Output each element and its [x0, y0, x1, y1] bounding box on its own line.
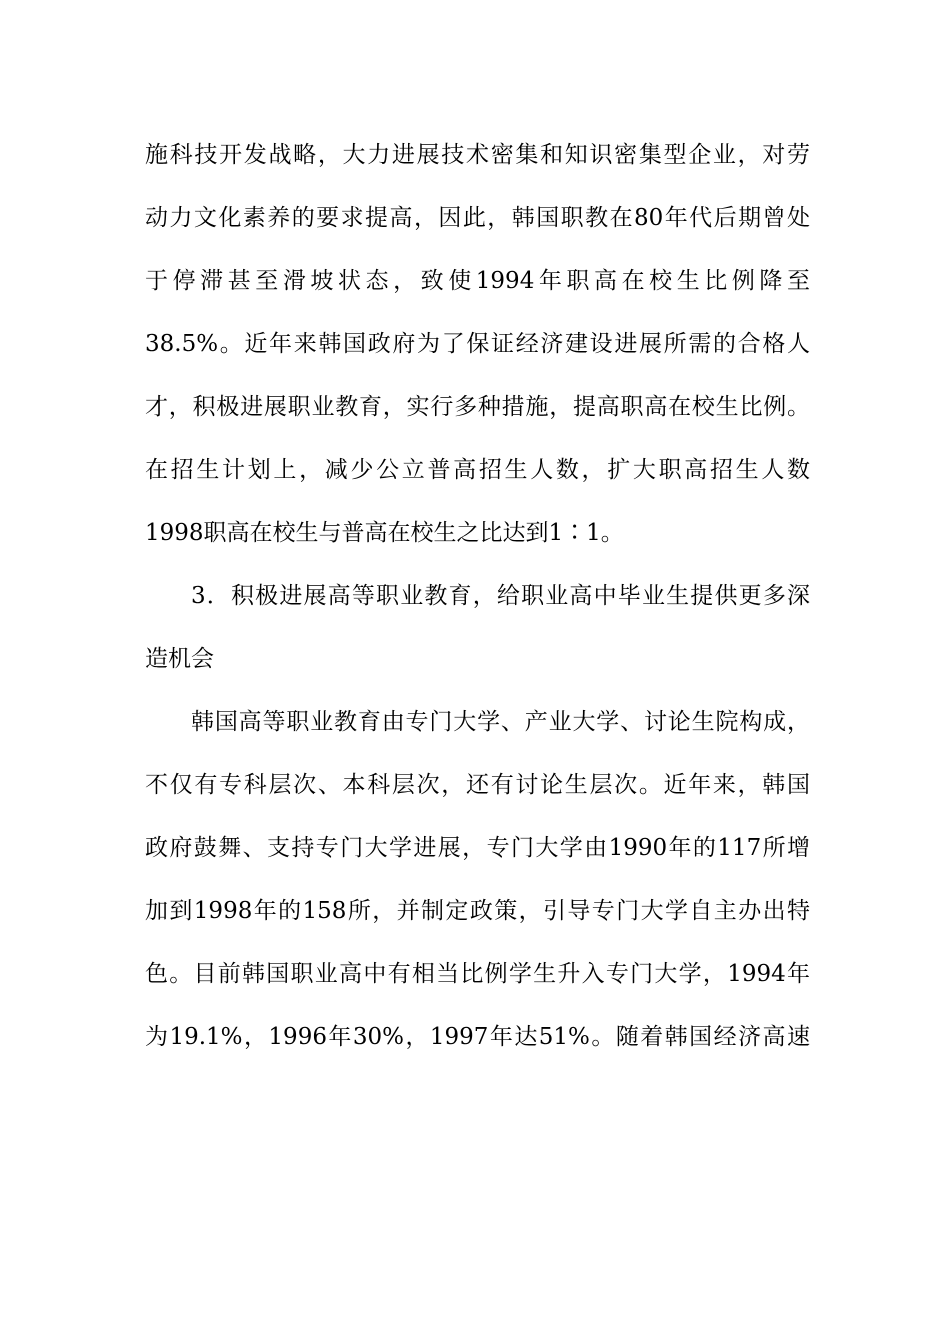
- text-line: 于停滞甚至滑坡状态，致使1994年职高在校生比例降至: [145, 268, 810, 294]
- text-line: 才，积极进展职业教育，实行多种措施，提高职高在校生比例。: [145, 394, 810, 420]
- text-line: 施科技开发战略，大力进展技术密集和知识密集型企业，对劳: [145, 142, 810, 168]
- text-line: 政府鼓舞、支持专门大学进展，专门大学由1990年的117所增: [145, 835, 810, 861]
- section-heading: 3．积极进展高等职业教育，给职业高中毕业生提供更多深: [191, 583, 810, 609]
- paragraph-start: 韩国高等职业教育由专门大学、产业大学、讨论生院构成，: [191, 709, 810, 735]
- text-line: 1998职高在校生与普高在校生之比达到1∶1。: [145, 520, 624, 546]
- text-line: 色。目前韩国职业高中有相当比例学生升入专门大学，1994年: [145, 961, 810, 987]
- text-line: 38.5%。近年来韩国政府为了保证经济建设进展所需的合格人: [145, 331, 810, 357]
- text-line: 为19.1%，1996年30%，1997年达51%。随着韩国经济高速: [145, 1024, 810, 1050]
- section-heading-continued: 造机会: [145, 646, 214, 672]
- text-line: 动力文化素养的要求提高，因此，韩国职教在80年代后期曾处: [145, 205, 810, 231]
- body-text: [145, 128, 810, 1073]
- text-line: 加到1998年的158所，并制定政策，引导专门大学自主办出特: [145, 898, 810, 924]
- text-line: 在招生计划上，减少公立普高招生人数，扩大职高招生人数: [145, 457, 810, 483]
- text-line: 不仅有专科层次、本科层次，还有讨论生层次。近年来，韩国: [145, 772, 810, 798]
